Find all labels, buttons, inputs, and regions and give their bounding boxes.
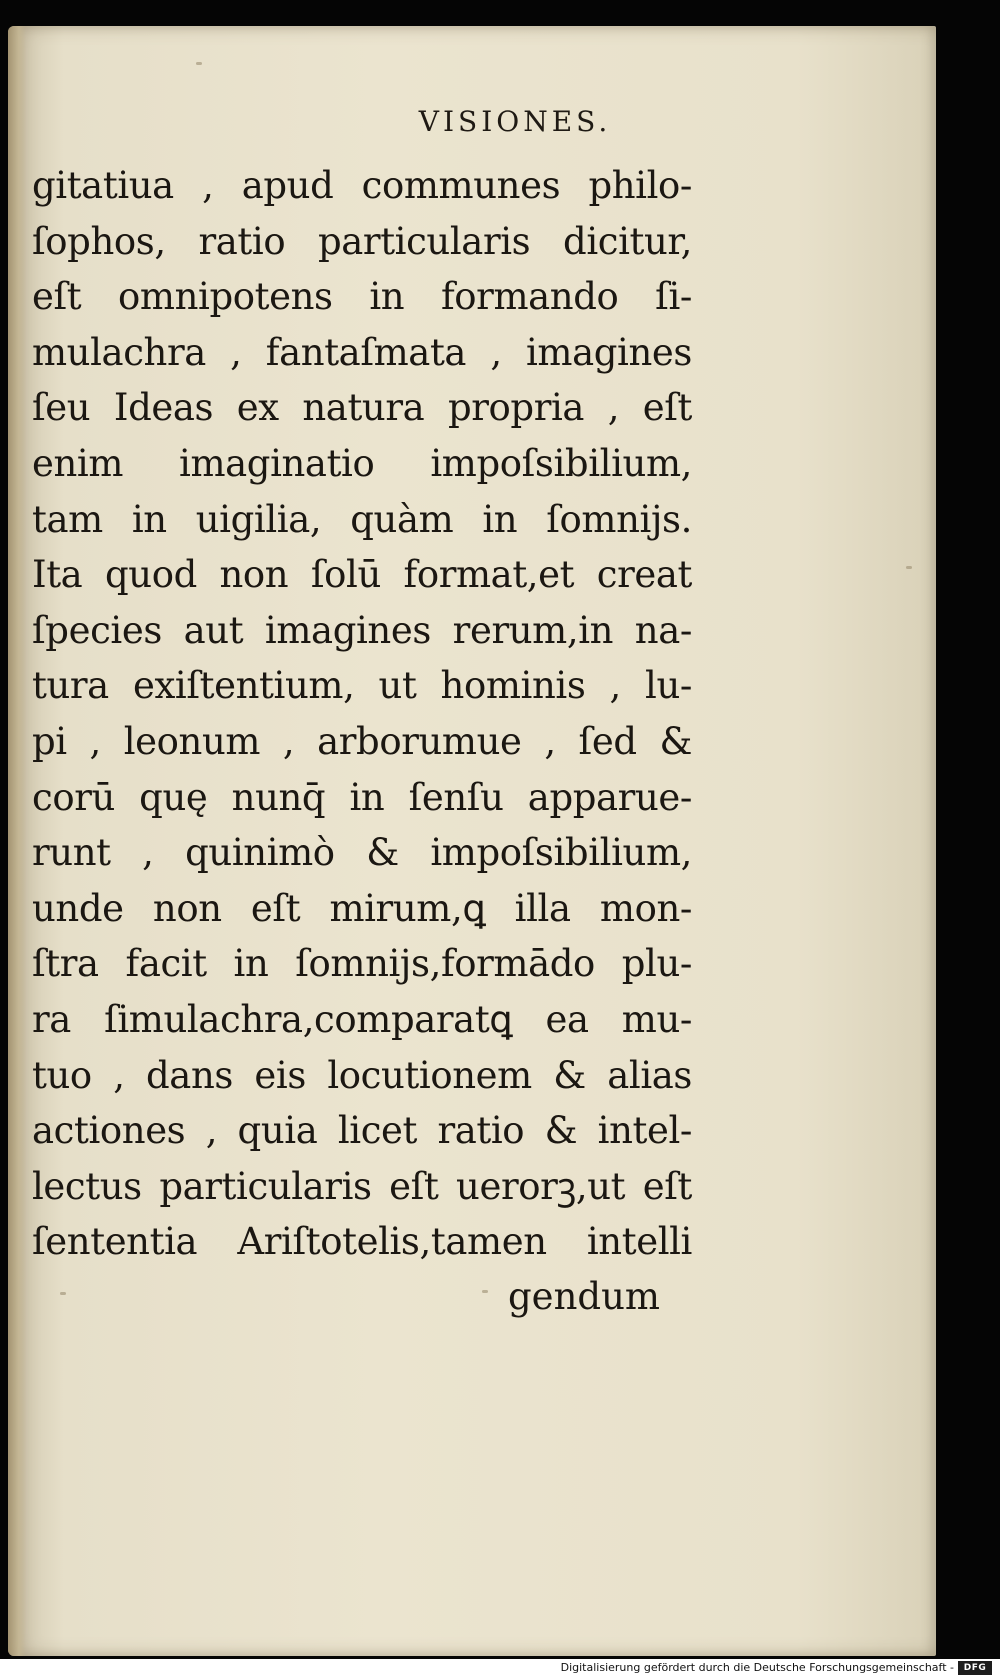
text-line: eſt omnipotens in formando ſi- xyxy=(32,275,692,319)
text-line: ſententia Ariſtotelis,tamen intelli xyxy=(32,1220,692,1264)
text-line: tam in uigilia, quàm in ſomnijs. xyxy=(32,497,692,541)
text-line: lectus particularis eſt uerorꝫ,ut eſt xyxy=(32,1164,692,1208)
text-line: ſophos, ratio particularis dicitur, xyxy=(32,219,692,263)
text-line: actiones , quia licet ratio & intel- xyxy=(32,1109,692,1153)
catchword: gendum xyxy=(508,1275,661,1318)
body-text xyxy=(32,158,692,1270)
dfg-logo-icon: DFG xyxy=(958,1661,992,1675)
text-line: ra ſimulachra,comparatꝗ ea mu- xyxy=(32,997,692,1041)
digitization-credit: Digitalisierung gefördert durch die Deutsche Forschungsgemeinschaft - xyxy=(560,1661,954,1674)
text-line: runt , quinimò & impoſsibilium, xyxy=(32,831,692,875)
text-line: ſeu Ideas ex natura propria , eſt xyxy=(32,386,692,430)
text-line: mulachra , fantaſmata , imagines xyxy=(32,330,692,374)
text-line: pi , leonum , arborumue , ſed & xyxy=(32,719,692,763)
page-gutter-shadow xyxy=(8,26,26,1656)
paper-speck xyxy=(60,1292,66,1295)
paper-speck xyxy=(482,1290,488,1293)
running-head: VISIONES. xyxy=(418,105,612,138)
text-line: ſpecies aut imagines rerum,in na- xyxy=(32,608,692,652)
text-line: corū quę nunq̄ in ſenſu apparue- xyxy=(32,775,692,819)
paper-speck xyxy=(196,62,202,65)
text-line: tuo , dans eis locutionem & alias xyxy=(32,1053,692,1097)
text-line: gitatiua , apud communes philo- xyxy=(32,164,692,207)
text-line: tura exiſtentium, ut hominis , lu- xyxy=(32,664,692,708)
text-line: Ita quod non ſolū format,et creat xyxy=(32,553,692,597)
text-line: enim imaginatio impoſsibilium, xyxy=(32,441,692,485)
text-line: ſtra facit in ſomnijs,formādo plu- xyxy=(32,942,692,986)
text-line: unde non eſt mirum,ꝗ illa mon- xyxy=(32,886,692,930)
paper-speck xyxy=(906,566,912,569)
